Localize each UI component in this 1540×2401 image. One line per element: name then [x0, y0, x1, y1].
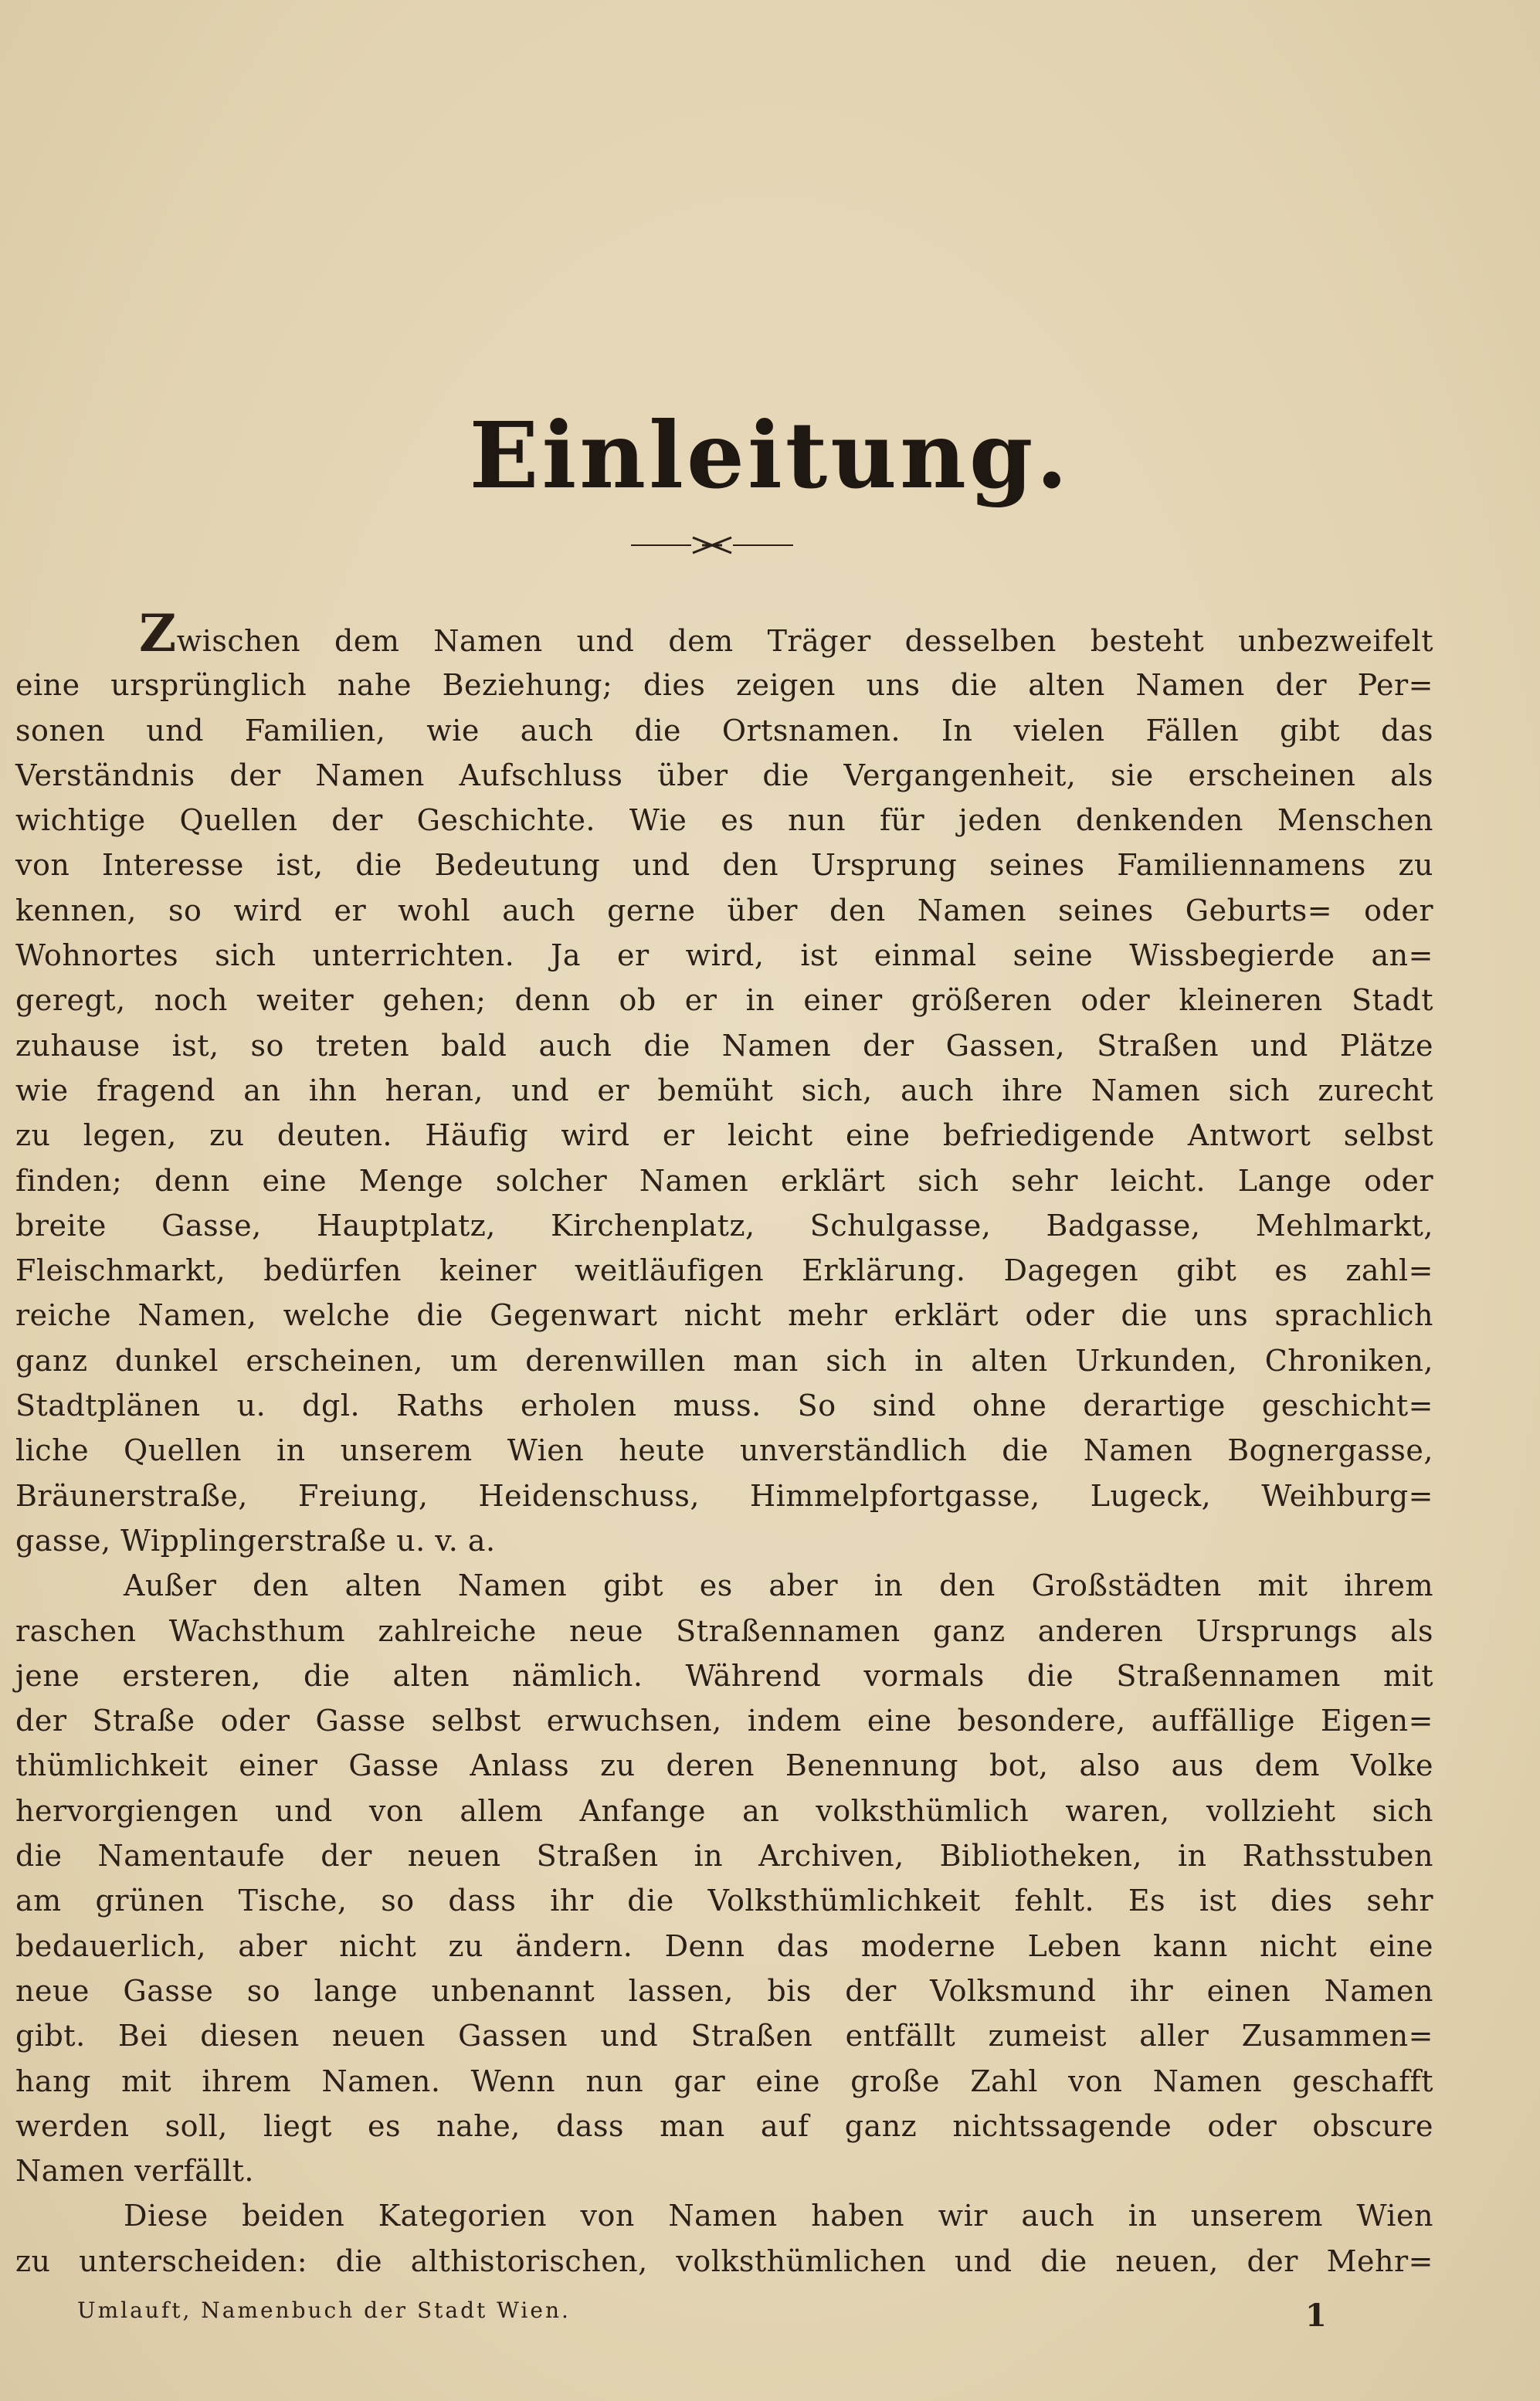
text-line: Zwischen dem Namen und dem Träger desselben besteht unbezweifelt [139, 603, 1433, 663]
text-line: eine ursprünglich nahe Beziehung; dies zeigen uns die alten Namen der Per= [15, 668, 1433, 703]
text-line: geregt, noch weiter gehen; denn ob er in einer größeren oder kleineren Stadt [15, 983, 1433, 1018]
text-line: ganz dunkel erscheinen, um derenwillen man sich in alten Urkunden, Chroniken, [15, 1343, 1433, 1378]
text-line: wie fragend an ihn heran, und er bemüht sich, auch ihre Namen sich zurecht [15, 1073, 1433, 1107]
text-line: am grünen Tische, so dass ihr die Volksthümlichkeit fehlt. Es ist dies sehr [15, 1884, 1433, 1918]
chapter-title: Einleitung. [469, 402, 1071, 509]
sheet-number: 1 [1305, 2298, 1327, 2334]
text-line: Verständnis der Namen Aufschluss über die Vergangenheit, sie erscheinen als [15, 758, 1433, 792]
text-line: gibt. Bei diesen neuen Gassen und Straßen entfällt zumeist aller Zusammen= [15, 2019, 1433, 2053]
text-line: hervorgiengen und von allem Anfange an volksthümlich waren, vollzieht sich [15, 1793, 1433, 1828]
text-line: sonen und Familien, wie auch die Ortsnamen. In vielen Fällen gibt das [15, 713, 1433, 748]
body-text [15, 603, 1433, 2284]
text-line: kennen, so wird er wohl auch gerne über den Namen seines Geburts= oder [15, 893, 1433, 928]
title-ornament [631, 534, 793, 556]
text-line: neue Gasse so lange unbenannt lassen, bis der Volksmund ihr einen Namen [15, 1973, 1433, 2008]
text-line: breite Gasse, Hauptplatz, Kirchenplatz, Schulgasse, Badgasse, Mehlmarkt, [15, 1208, 1433, 1243]
text-line: Wohnortes sich unterrichten. Ja er wird, ist einmal seine Wissbegierde an= [15, 938, 1433, 973]
text-line: von Interesse ist, die Bedeutung und den Ursprung seines Familiennamens zu [15, 848, 1433, 883]
footer-signature: Umlauft, Namenbuch der Stadt Wien. [77, 2298, 571, 2323]
text-line: Außer den alten Namen gibt es aber in den Großstädten mit ihrem [124, 1568, 1433, 1603]
text-line: die Namentaufe der neuen Straßen in Archiven, Bibliotheken, in Rathsstuben [15, 1839, 1433, 1874]
text-line: finden; denn eine Menge solcher Namen erklärt sich sehr leicht. Lange oder [15, 1163, 1433, 1198]
text-line: hang mit ihrem Namen. Wenn nun gar eine große Zahl von Namen geschafft [15, 2064, 1433, 2098]
text-line: Fleischmarkt, bedürfen keiner weitläufigen Erklärung. Dagegen gibt es zahl= [15, 1253, 1433, 1288]
text-line: Stadtplänen u. dgl. Raths erholen muss. So sind ohne derartige geschicht= [15, 1389, 1433, 1423]
text-line: gasse, Wipplingerstraße u. v. a. [15, 1523, 496, 1558]
text-line: raschen Wachsthum zahlreiche neue Straßennamen ganz anderen Ursprungs als [15, 1613, 1433, 1648]
text-line: Namen verfällt. [15, 2154, 254, 2189]
text-line: Bräunerstraße, Freiung, Heidenschuss, Himmelpfortgasse, Lugeck, Weihburg= [15, 1478, 1433, 1513]
text-line: wichtige Quellen der Geschichte. Wie es nun für jeden denkenden Menschen [15, 803, 1433, 838]
text-line: jene ersteren, die alten nämlich. Während vormals die Straßennamen mit [15, 1658, 1433, 1693]
text-line: bedauerlich, aber nicht zu ändern. Denn das moderne Leben kann nicht eine [15, 1928, 1433, 1963]
text-line: reiche Namen, welche die Gegenwart nicht mehr erklärt oder die uns sprachlich [15, 1298, 1433, 1333]
text-line: werden soll, liegt es nahe, dass man auf ganz nichtssagende oder obscure [15, 2108, 1433, 2143]
text-line: der Straße oder Gasse selbst erwuchsen, indem eine besondere, auffällige Eigen= [15, 1704, 1433, 1738]
text-line: zuhause ist, so treten bald auch die Namen der Gassen, Straßen und Plätze [15, 1028, 1433, 1063]
text-line: thümlichkeit einer Gasse Anlass zu deren Benennung bot, also aus dem Volke [15, 1748, 1433, 1783]
text-line: liche Quellen in unserem Wien heute unverständlich die Namen Bognergasse, [15, 1433, 1433, 1468]
text-line: Diese beiden Kategorien von Namen haben wir auch in unserem Wien [124, 2199, 1433, 2233]
drop-cap: Z [139, 603, 177, 663]
text-line: zu unterscheiden: die althistorischen, volksthümlichen und die neuen, der Mehr= [15, 2243, 1433, 2278]
text-line: zu legen, zu deuten. Häufig wird er leicht eine befriedigende Antwort selbst [15, 1118, 1433, 1153]
